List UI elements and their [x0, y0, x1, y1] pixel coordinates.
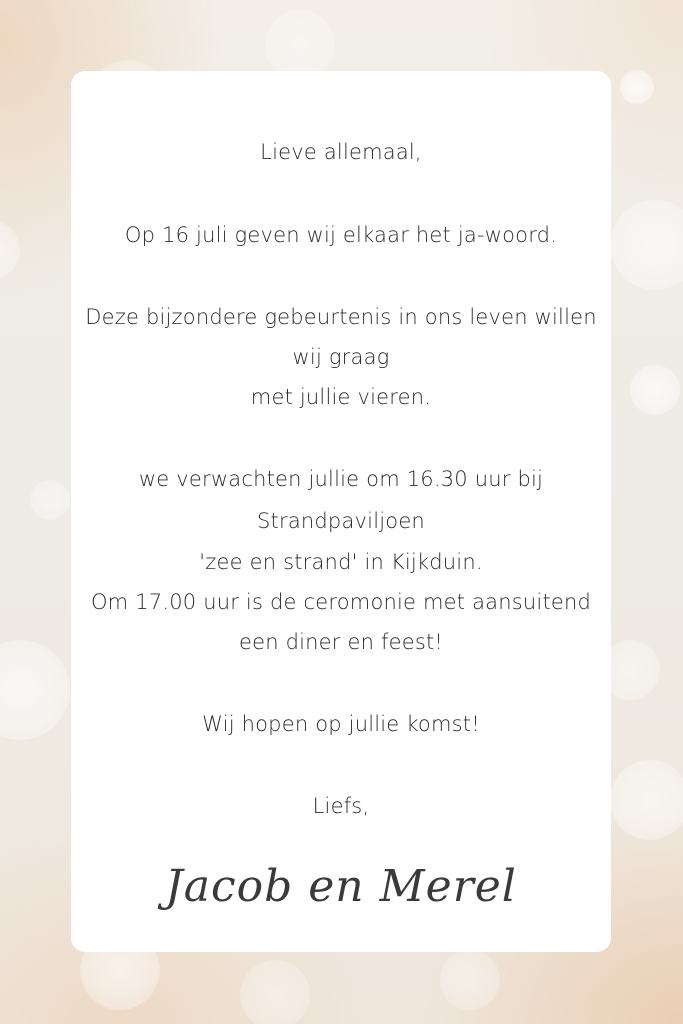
bokeh-light [610, 200, 683, 290]
bokeh-light [240, 960, 310, 1024]
bokeh-light [630, 365, 680, 415]
celebrate-line: met jullie vieren. [250, 385, 432, 409]
venue-line: een diner en feest! [238, 630, 444, 654]
signature: Jacob en Merel [165, 861, 517, 912]
greeting: Lieve allemaal, [260, 140, 422, 164]
bokeh-light [265, 10, 335, 80]
venue-line: Strandpaviljoen [257, 509, 425, 533]
bokeh-light [440, 950, 500, 1010]
bokeh-light [30, 480, 70, 520]
venue-line: Om 17.00 uur is de ceromonie met aansuitend [90, 590, 592, 614]
bokeh-light [620, 70, 654, 104]
venue-line: we verwachten jullie om 16.30 uur bij [138, 467, 544, 491]
bokeh-light [0, 220, 20, 280]
date-line: Op 16 juli geven wij elkaar het ja-woord. [124, 223, 558, 247]
celebrate-line: Deze bijzondere gebeurtenis in ons leven willen [85, 305, 597, 329]
bokeh-light [610, 760, 683, 840]
celebrate-line: wij graag [292, 345, 390, 369]
hope-line: Wij hopen op jullie komst! [202, 712, 480, 736]
bokeh-light [0, 640, 70, 740]
closing-line: Liefs, [312, 794, 370, 818]
invitation-card [71, 71, 611, 952]
venue-line: 'zee en strand' in Kijkduin. [199, 550, 483, 574]
